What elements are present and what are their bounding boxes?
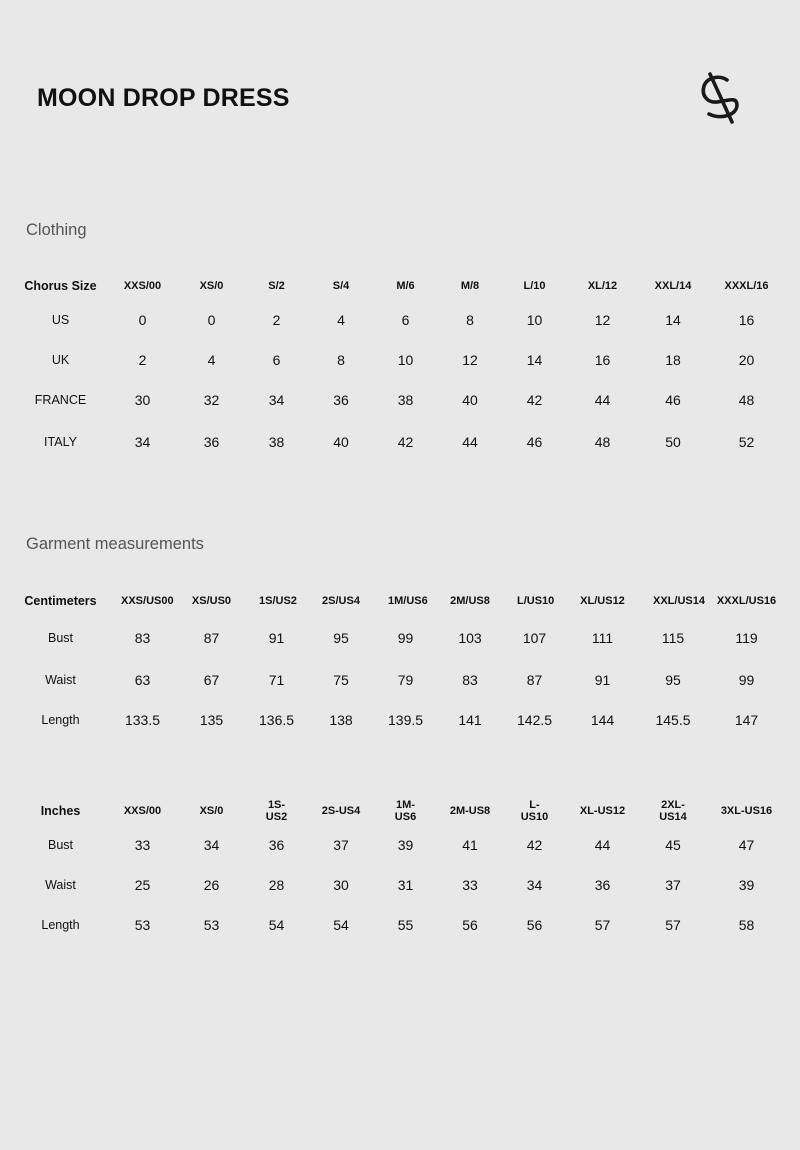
column-header: S/4	[332, 280, 350, 292]
table-cell: 91	[268, 629, 285, 646]
table-cell: 6	[401, 312, 410, 328]
table-cell: 71	[268, 672, 285, 688]
row-label: FRANCE	[34, 393, 87, 407]
inches-corner-label: Inches	[40, 804, 81, 818]
table-cell: 44	[462, 434, 478, 450]
table-cell: 99	[738, 672, 755, 688]
column-header: XXS/00	[123, 280, 162, 292]
table-cell: 56	[462, 917, 478, 933]
table-cell: 91	[594, 672, 611, 688]
column-header: 2M/US8	[450, 595, 490, 607]
chorus-c-logo-icon	[696, 72, 744, 124]
table-row	[0, 340, 800, 380]
column-header: 2S/US4	[322, 595, 360, 607]
table-cell: 141	[458, 712, 482, 728]
table-cell: 54	[333, 917, 349, 933]
row-label: Length	[41, 918, 80, 932]
table-cell: 39	[738, 877, 755, 893]
column-header: XS/US0	[191, 595, 232, 607]
table-cell: 36	[333, 392, 349, 408]
table-cell: 12	[462, 352, 478, 368]
table-cell: 40	[333, 434, 349, 450]
table-cell: 67	[203, 672, 220, 688]
table-cell: 57	[665, 917, 681, 933]
table-cell: 144	[590, 712, 615, 728]
table-cell: 8	[337, 352, 345, 368]
column-header: XXL/14	[654, 280, 692, 292]
column-header: 2S-US4	[321, 805, 361, 817]
table-cell: 48	[738, 392, 755, 408]
table-cell: 16	[738, 312, 755, 328]
table-cell: 37	[333, 837, 349, 853]
table-cell: 36	[268, 837, 285, 853]
row-label: UK	[51, 353, 70, 367]
table-cell: 36	[203, 434, 220, 450]
table-cell: 55	[397, 917, 414, 933]
table-cell: 34	[526, 877, 543, 893]
inches-table	[0, 797, 800, 945]
table-cell: 46	[665, 392, 681, 408]
table-cell: 135	[199, 712, 224, 728]
column-header: XXXL/16	[724, 280, 769, 292]
table-cell: 45	[665, 837, 681, 853]
column-header: M/6	[396, 280, 415, 292]
table-cell: 26	[203, 877, 220, 893]
table-cell: 40	[462, 392, 478, 408]
table-cell: 25	[134, 877, 151, 893]
row-label: Bust	[47, 630, 73, 645]
table-cell: 133.5	[124, 712, 161, 728]
table-cell: 52	[738, 434, 755, 450]
column-header: XL-US12	[579, 805, 626, 817]
table-cell: 48	[594, 434, 611, 450]
column-header: XS/0	[199, 805, 224, 817]
table-cell: 10	[397, 352, 414, 368]
row-label: Waist	[45, 878, 76, 892]
table-cell: 10	[526, 312, 543, 328]
row-label: Length	[41, 713, 80, 727]
table-cell: 63	[134, 672, 151, 688]
table-cell: 0	[138, 312, 147, 328]
garment-measurements-heading: Garment measurements	[26, 535, 204, 553]
column-header: 2M-US8	[449, 805, 491, 817]
table-cell: 38	[268, 434, 285, 450]
table-row	[0, 905, 800, 945]
column-header: 1M-US6	[394, 799, 417, 823]
table-cell: 14	[526, 352, 543, 368]
column-header: 3XL-US16	[720, 805, 773, 817]
table-cell: 95	[333, 629, 349, 646]
table-cell: 2	[138, 352, 147, 368]
table-cell: 12	[594, 312, 611, 328]
table-cell: 87	[203, 629, 220, 646]
table-cell: 83	[462, 672, 478, 688]
table-cell: 47	[738, 837, 755, 853]
column-header: S/2	[268, 280, 285, 292]
centimeters-corner-label: Centimeters	[24, 594, 97, 608]
column-header: XXXL/US16	[716, 595, 777, 607]
table-row	[0, 380, 800, 420]
table-cell: 33	[462, 877, 478, 893]
centimeters-table	[0, 587, 800, 740]
table-cell: 39	[397, 837, 414, 853]
table-cell: 99	[397, 629, 414, 646]
table-cell: 58	[738, 917, 755, 933]
table-cell: 0	[207, 312, 216, 328]
table-cell: 54	[268, 917, 285, 933]
clothing-corner-label: Chorus Size	[24, 279, 97, 293]
table-cell: 6	[272, 352, 281, 368]
table-cell: 42	[526, 837, 543, 853]
column-header: XXS/US00	[121, 595, 174, 607]
row-label: US	[51, 313, 70, 327]
table-cell: 44	[594, 392, 611, 408]
table-cell: 20	[738, 352, 755, 368]
table-cell: 30	[134, 392, 151, 408]
column-header: XS/0	[199, 280, 224, 292]
table-cell: 103	[458, 629, 482, 646]
inches-header-row	[0, 797, 800, 825]
column-header: M/8	[460, 280, 480, 292]
table-cell: 87	[526, 672, 543, 688]
table-cell: 139.5	[388, 712, 424, 728]
column-header: XXS/00	[123, 805, 162, 817]
table-cell: 107	[522, 629, 547, 646]
table-cell: 36	[594, 877, 611, 893]
table-cell: 34	[203, 837, 220, 853]
table-cell: 145.5	[655, 712, 691, 728]
table-cell: 4	[207, 352, 216, 368]
table-cell: 34	[134, 434, 151, 450]
table-cell: 42	[397, 434, 414, 450]
table-cell: 42	[526, 392, 543, 408]
table-row	[0, 660, 800, 700]
column-header: XL/US12	[580, 595, 625, 607]
table-cell: 34	[268, 392, 285, 408]
table-cell: 31	[397, 877, 414, 893]
table-cell: 41	[462, 837, 478, 853]
column-header: 2XL-US14	[659, 799, 687, 823]
table-cell: 119	[735, 629, 758, 646]
table-cell: 57	[594, 917, 611, 933]
clothing-heading: Clothing	[26, 221, 87, 239]
table-cell: 2	[272, 312, 281, 328]
table-cell: 147	[734, 712, 759, 728]
table-row	[0, 825, 800, 865]
row-label: Bust	[47, 838, 73, 852]
column-header: 1M/US6	[388, 595, 428, 607]
table-cell: 46	[526, 434, 543, 450]
table-cell: 79	[397, 672, 414, 688]
table-cell: 142.5	[517, 712, 553, 728]
column-header: L/US10	[517, 595, 555, 607]
table-cell: 56	[526, 917, 543, 933]
table-cell: 115	[661, 629, 685, 646]
table-cell: 95	[665, 672, 681, 688]
row-label: ITALY	[44, 435, 77, 449]
page-title: MOON DROP DRESS	[37, 84, 290, 112]
column-header: 1S-US2	[265, 799, 288, 823]
centimeters-header-row	[0, 587, 800, 615]
table-cell: 136.5	[259, 712, 295, 728]
table-cell: 33	[134, 837, 151, 853]
table-cell: 37	[665, 877, 681, 893]
table-cell: 4	[337, 312, 345, 328]
column-header: XL/12	[587, 280, 618, 292]
column-header: 1S/US2	[259, 595, 297, 607]
table-cell: 38	[397, 392, 414, 408]
table-cell: 83	[134, 629, 151, 646]
table-cell: 16	[594, 352, 611, 368]
table-cell: 75	[333, 672, 349, 688]
table-cell: 111	[591, 629, 614, 646]
table-cell: 53	[203, 917, 220, 933]
table-cell: 18	[665, 352, 681, 368]
column-header: XXL/US14	[653, 595, 705, 607]
table-cell: 14	[665, 312, 681, 328]
table-row	[0, 420, 800, 464]
table-cell: 32	[203, 392, 220, 408]
clothing-size-table	[0, 272, 800, 464]
table-cell: 53	[134, 917, 151, 933]
clothing-header-row	[0, 272, 800, 300]
table-cell: 30	[333, 877, 349, 893]
column-header: L-US10	[520, 799, 549, 823]
table-row	[0, 300, 800, 340]
table-cell: 8	[466, 312, 474, 328]
row-label: Waist	[45, 673, 76, 687]
table-row	[0, 615, 800, 660]
table-cell: 50	[665, 434, 681, 450]
table-cell: 138	[329, 712, 353, 728]
column-header: L/10	[523, 280, 546, 292]
table-cell: 28	[268, 877, 285, 893]
table-row	[0, 700, 800, 740]
table-row	[0, 865, 800, 905]
table-cell: 44	[594, 837, 611, 853]
